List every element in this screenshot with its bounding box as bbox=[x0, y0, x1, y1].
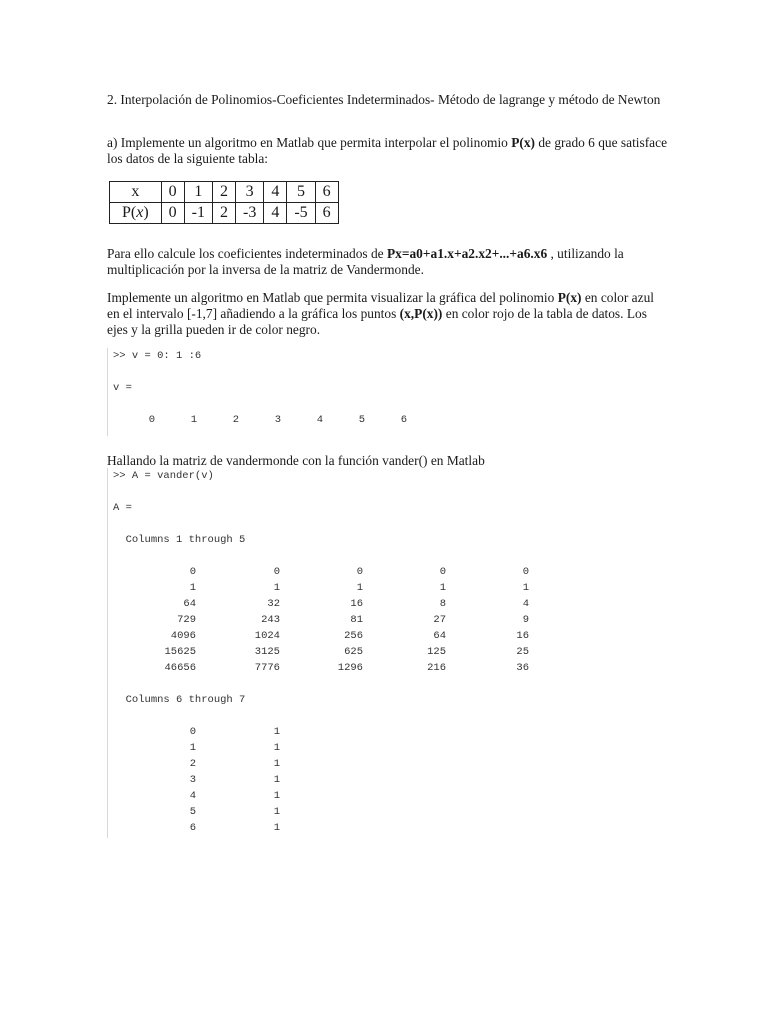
blank-line bbox=[113, 708, 529, 724]
matrix-cell: 1 bbox=[439, 582, 446, 594]
matrix-cell: 16 bbox=[516, 630, 529, 642]
matrix-cell: 4 bbox=[522, 598, 529, 610]
matrix-cell: 1 bbox=[189, 742, 196, 754]
polynomial-formula: Px=a0+a1.x+a2.x2+...+a6.x6 bbox=[386, 246, 548, 261]
matrix-cell: 4096 bbox=[170, 630, 196, 642]
v-value: 6 bbox=[400, 414, 407, 426]
matrix-cell: 1 bbox=[273, 822, 280, 834]
columns-label bbox=[113, 692, 529, 708]
row-label-px: P(x) bbox=[110, 203, 162, 224]
blank-line bbox=[113, 364, 407, 380]
matrix-cell: 36 bbox=[516, 662, 529, 674]
matrix-row bbox=[113, 788, 529, 804]
matrix-cell: 7776 bbox=[254, 662, 280, 674]
plot-paragraph bbox=[107, 290, 667, 338]
matrix-cell: 81 bbox=[350, 614, 363, 626]
matrix-row bbox=[113, 628, 529, 644]
matrix-cell: 64 bbox=[433, 630, 446, 642]
para2-t1: Implemente un algoritmo en Matlab que permita visualizar la gráfica del polinomio bbox=[107, 290, 558, 305]
matrix-cell: 0 bbox=[273, 566, 280, 578]
matrix-cell: 32 bbox=[267, 598, 280, 610]
matrix-row bbox=[113, 772, 529, 788]
x-cell: 4 bbox=[264, 182, 287, 203]
matrix-row bbox=[113, 756, 529, 772]
matrix-cell: 9 bbox=[522, 614, 529, 626]
part-a-before: a) Implemente un algoritmo en Matlab que permita interpolar el polinomio bbox=[107, 135, 512, 150]
px-cell: -1 bbox=[184, 203, 212, 224]
px-cell: 0 bbox=[161, 203, 184, 224]
matrix-cell: 1 bbox=[273, 758, 280, 770]
v-value: 0 bbox=[148, 414, 155, 426]
para2-poly: P(x) bbox=[557, 290, 582, 305]
table-row-px bbox=[110, 203, 339, 224]
code-var: A = bbox=[113, 502, 132, 514]
matrix-cell: 216 bbox=[427, 662, 446, 674]
x-cell: 0 bbox=[161, 182, 184, 203]
blank-line bbox=[113, 396, 407, 412]
para1-before: Para ello calcule los coeficientes indeterminados de bbox=[107, 246, 387, 261]
matrix-cell: 0 bbox=[356, 566, 363, 578]
matrix-row bbox=[113, 580, 529, 596]
matrix-cell: 0 bbox=[439, 566, 446, 578]
matrix-cell: 2 bbox=[189, 758, 196, 770]
x-cell: 2 bbox=[213, 182, 236, 203]
matrix-cell: 27 bbox=[433, 614, 446, 626]
columns-label bbox=[113, 532, 529, 548]
part-a-poly: P(x) bbox=[511, 135, 536, 150]
matrix-cell: 46656 bbox=[164, 662, 196, 674]
x-cell: 6 bbox=[315, 182, 338, 203]
v-value: 2 bbox=[232, 414, 239, 426]
row-label-x: x bbox=[110, 182, 162, 203]
matrix-cell: 1 bbox=[522, 582, 529, 594]
para2-t3: en color rojo de la tabla de datos. Los ejes y la grilla pueden ir de color negro. bbox=[107, 306, 647, 337]
v-value: 1 bbox=[190, 414, 197, 426]
part-a-text bbox=[107, 135, 667, 167]
matrix-row bbox=[113, 724, 529, 740]
matrix-row bbox=[113, 740, 529, 756]
columns-label-text: Columns 1 through 5 bbox=[125, 534, 246, 546]
matrix-cell: 125 bbox=[427, 646, 446, 658]
matrix-cell: 729 bbox=[177, 614, 196, 626]
px-cell: 6 bbox=[315, 203, 338, 224]
matrix-cell: 5 bbox=[189, 806, 196, 818]
v-value: 5 bbox=[358, 414, 365, 426]
matrix-cell: 64 bbox=[183, 598, 196, 610]
code-var: v = bbox=[113, 382, 132, 394]
matrix-cell: 1296 bbox=[337, 662, 363, 674]
matrix-cell: 4 bbox=[189, 790, 196, 802]
code-command: >> A = vander(v) bbox=[113, 470, 214, 482]
data-table bbox=[109, 181, 339, 224]
matrix-row bbox=[113, 644, 529, 660]
columns-label-text: Columns 6 through 7 bbox=[125, 694, 246, 706]
table-row-x bbox=[110, 182, 339, 203]
matrix-cell: 625 bbox=[344, 646, 363, 658]
matrix-cell: 0 bbox=[189, 566, 196, 578]
px-cell: 2 bbox=[213, 203, 236, 224]
code-command: >> v = 0: 1 :6 bbox=[113, 350, 202, 362]
x-cell: 1 bbox=[184, 182, 212, 203]
para2-t2: en color azul en el intervalo [-1,7] añadiendo a la gráfica los puntos bbox=[107, 290, 654, 321]
matrix-cell: 1 bbox=[189, 582, 196, 594]
v-values bbox=[113, 412, 407, 428]
matrix-cell: 16 bbox=[350, 598, 363, 610]
matrix-cell: 1 bbox=[356, 582, 363, 594]
matrix-cell: 1024 bbox=[254, 630, 280, 642]
matrix-cell: 0 bbox=[189, 726, 196, 738]
matrix-cell: 1 bbox=[273, 806, 280, 818]
matrix-cell: 1 bbox=[273, 742, 280, 754]
matrix-row bbox=[113, 804, 529, 820]
matrix-row bbox=[113, 820, 529, 836]
matrix-cell: 1 bbox=[273, 774, 280, 786]
matrix-row bbox=[113, 612, 529, 628]
para1-after: , utilizando la multiplicación por la inversa de la matriz de Vandermonde. bbox=[107, 246, 624, 277]
blank-line bbox=[113, 516, 529, 532]
matrix-cell: 1 bbox=[273, 582, 280, 594]
matrix-cell: 15625 bbox=[164, 646, 196, 658]
px-cell: -5 bbox=[287, 203, 315, 224]
matrix-cell: 3125 bbox=[254, 646, 280, 658]
matrix-cell: 243 bbox=[261, 614, 280, 626]
section-heading: 2. Interpolación de Polinomios-Coeficientes Indeterminados- Método de lagrange y método de Newton bbox=[107, 92, 661, 107]
matrix-cell: 1 bbox=[273, 790, 280, 802]
part-a-after: de grado 6 que satisface los datos de la siguiente tabla: bbox=[107, 135, 668, 166]
vander-heading: Hallando la matriz de vandermonde con la función vander() en Matlab bbox=[107, 453, 485, 468]
blank-line bbox=[113, 548, 529, 564]
v-value: 3 bbox=[274, 414, 281, 426]
para2-points: (x,P(x)) bbox=[399, 306, 443, 321]
x-cell: 3 bbox=[236, 182, 264, 203]
blank-line bbox=[113, 484, 529, 500]
blank-line bbox=[113, 676, 529, 692]
matlab-output-v bbox=[107, 348, 407, 436]
matrix-cell: 256 bbox=[344, 630, 363, 642]
v-value: 4 bbox=[316, 414, 323, 426]
matrix-cell: 8 bbox=[439, 598, 446, 610]
matrix-row bbox=[113, 564, 529, 580]
x-cell: 5 bbox=[287, 182, 315, 203]
coefficients-paragraph bbox=[107, 246, 667, 278]
px-cell: -3 bbox=[236, 203, 264, 224]
matrix-row bbox=[113, 596, 529, 612]
matrix-cell: 1 bbox=[273, 726, 280, 738]
matrix-cell: 0 bbox=[522, 566, 529, 578]
matrix-block-2 bbox=[113, 724, 529, 836]
px-cell: 4 bbox=[264, 203, 287, 224]
matrix-cell: 6 bbox=[189, 822, 196, 834]
matrix-cell: 3 bbox=[189, 774, 196, 786]
matlab-output-vander bbox=[107, 468, 529, 838]
matrix-cell: 25 bbox=[516, 646, 529, 658]
matrix-row bbox=[113, 660, 529, 676]
matrix-block-1 bbox=[113, 564, 529, 676]
